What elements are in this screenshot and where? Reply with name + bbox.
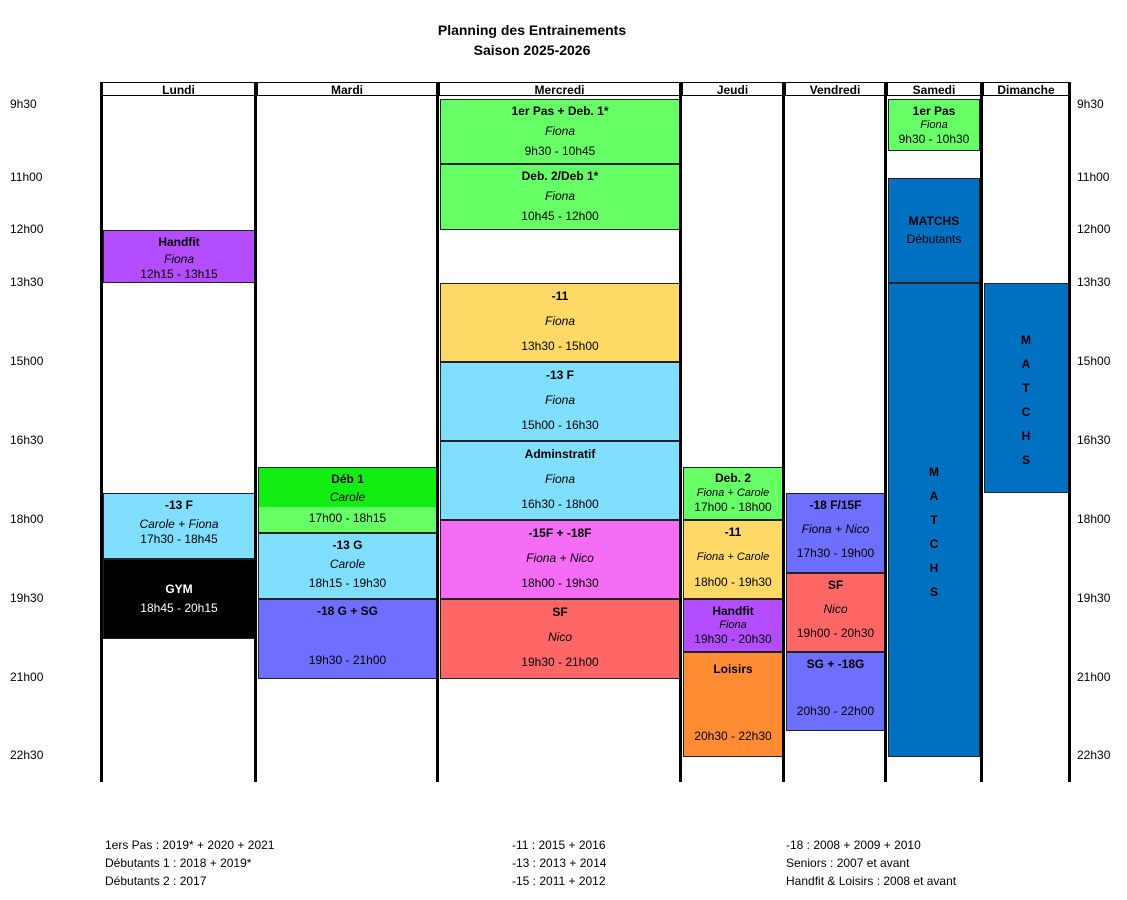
session-hours: 12h15 - 13h15 [140, 267, 218, 281]
session-hours: 17h00 - 18h15 [308, 511, 387, 525]
session-hours: 19h30 - 21h00 [521, 655, 599, 669]
time-label: 21h00 [10, 670, 44, 684]
day-header-vendredi: Vendredi [784, 82, 886, 96]
session-coach: Fiona [544, 124, 576, 138]
session-coach: Nico [823, 602, 848, 616]
session-coach: Fiona + Nico [801, 522, 870, 536]
session-jeudi-11 [683, 520, 783, 599]
session-title: Déb 1 [331, 472, 364, 486]
time-label: 12h00 [1077, 222, 1111, 236]
session-hours: 9h30 - 10h45 [524, 144, 596, 158]
session-coach: Fiona [544, 314, 576, 328]
time-label: 13h30 [10, 275, 44, 289]
session-mercredi-sf [440, 599, 680, 679]
session-hours: 19h30 - 20h30 [694, 632, 772, 646]
legend-column-1 [105, 836, 274, 890]
letter: M [1021, 333, 1031, 347]
session-hours: 20h30 - 22h30 [694, 729, 772, 743]
session-lundi-handfit [103, 230, 255, 283]
session-vendredi-sg [786, 652, 885, 731]
session-jeudi-deb2 [683, 467, 783, 520]
session-title: SG + -18G [806, 657, 865, 671]
time-label: 11h00 [10, 170, 43, 184]
session-hours: 15h00 - 16h30 [521, 418, 599, 432]
session-hours: 18h00 - 19h30 [694, 575, 772, 589]
session-title: Deb. 2/Deb 1* [521, 169, 599, 183]
samedi-matchs-vertical-label [924, 460, 944, 604]
session-hours: 19h30 - 21h00 [308, 653, 387, 667]
time-label: 16h30 [10, 433, 44, 447]
session-title: Handfit [712, 604, 754, 618]
session-mardi-deb1-hours [258, 507, 437, 533]
session-coach: Nico [547, 630, 572, 644]
session-title: -15F + -18F [528, 526, 592, 540]
time-label: 22h30 [1077, 748, 1111, 762]
session-mercredi-admin [440, 441, 680, 520]
letter: A [1021, 357, 1031, 371]
session-jeudi-handfit [683, 599, 783, 652]
session-mardi-18g [258, 599, 437, 679]
letter: T [1022, 381, 1030, 395]
dimanche-matchs-vertical-label [1016, 328, 1036, 472]
letter: S [1021, 453, 1030, 467]
session-mercredi-15f [440, 520, 680, 599]
legend-item: -18 : 2008 + 2009 + 2010 [786, 838, 921, 852]
letter: C [929, 537, 939, 551]
session-title: -11 [551, 289, 569, 303]
session-coach: Fiona + Nico [526, 551, 594, 565]
time-label: 15h00 [10, 354, 44, 368]
session-title: Adminstratif [524, 447, 596, 461]
session-coach: Carole [329, 557, 366, 571]
session-jeudi-loisirs [683, 652, 783, 757]
session-hours: 17h00 - 18h00 [694, 500, 772, 514]
day-header-dimanche: Dimanche [982, 82, 1070, 96]
time-label: 21h00 [1077, 670, 1111, 684]
session-coach: Carole + Fiona [139, 517, 219, 531]
session-title: -13 F [545, 368, 574, 382]
legend-column-3 [786, 836, 956, 890]
day-header-lundi: Lundi [101, 82, 256, 96]
time-label: 9h30 [10, 97, 37, 111]
column-divider [679, 82, 682, 782]
legend-item: Débutants 1 : 2018 + 2019* [105, 856, 252, 870]
session-lundi-gym [103, 559, 255, 639]
legend-item: -13 : 2013 + 2014 [512, 856, 607, 870]
time-label: 18h00 [1077, 512, 1111, 526]
session-vendredi-sf [786, 573, 885, 652]
session-title: Handfit [158, 235, 200, 249]
session-title: SF [827, 578, 844, 592]
column-divider [884, 82, 887, 782]
session-coach: Fiona [163, 252, 195, 266]
letter: M [929, 465, 939, 479]
letter: A [929, 489, 939, 503]
session-title: -13 G [332, 538, 363, 552]
day-header-mercredi: Mercredi [438, 82, 681, 96]
session-hours: 18h00 - 19h30 [521, 576, 599, 590]
day-header-samedi: Samedi [886, 82, 982, 96]
session-coach: Fiona [719, 619, 747, 631]
column-divider [980, 82, 983, 782]
session-title: GYM [165, 582, 193, 596]
session-samedi-1erpas [888, 99, 980, 151]
time-label: 12h00 [10, 222, 44, 236]
session-mardi-13g [258, 533, 437, 599]
session-hours: 16h30 - 18h00 [521, 497, 599, 511]
session-title: 1er Pas + Deb. 1* [511, 104, 609, 118]
session-coach: Fiona [544, 472, 576, 486]
letter: H [929, 561, 939, 575]
session-coach: Fiona + Carole [696, 487, 770, 499]
letter: S [929, 585, 938, 599]
session-coach: Fiona [920, 119, 948, 131]
session-mercredi-1erpas [440, 99, 680, 164]
session-subtitle: Débutants [906, 232, 962, 246]
time-label: 9h30 [1077, 97, 1104, 111]
column-divider [782, 82, 785, 782]
session-title: Deb. 2 [714, 471, 751, 485]
session-mercredi-11 [440, 283, 680, 362]
session-title: MATCHS [908, 214, 960, 228]
session-title: Loisirs [713, 662, 753, 676]
legend-item: 1ers Pas : 2019* + 2020 + 2021 [105, 838, 275, 852]
session-hours: 17h30 - 18h45 [140, 532, 218, 546]
legend-item: Handfit & Loisirs : 2008 et avant [786, 874, 957, 888]
time-label: 18h00 [10, 512, 44, 526]
session-hours: 20h30 - 22h00 [796, 704, 875, 718]
session-hours: 10h45 - 12h00 [521, 209, 599, 223]
session-hours: 9h30 - 10h30 [898, 132, 970, 146]
session-mercredi-deb2 [440, 164, 680, 230]
time-label: 15h00 [1077, 354, 1111, 368]
session-lundi-13f [103, 493, 255, 559]
day-header-mardi: Mardi [256, 82, 438, 96]
time-label: 13h30 [1077, 275, 1111, 289]
legend-item: -11 : 2015 + 2016 [512, 838, 606, 852]
letter: T [930, 513, 938, 527]
session-coach: Fiona + Carole [696, 551, 770, 563]
session-title: -18 F/15F [809, 498, 862, 512]
session-samedi-matchs-debutants [888, 178, 980, 283]
session-mercredi-13f [440, 362, 680, 441]
session-coach: Fiona [544, 393, 576, 407]
page-title: Planning des Entrainements [437, 22, 627, 38]
letter: H [1021, 429, 1031, 443]
session-coach: Fiona [544, 189, 576, 203]
session-title: -13 F [164, 498, 193, 512]
legend-item: -15 : 2011 + 2012 [512, 874, 606, 888]
session-title: -11 [724, 525, 742, 539]
session-title: 1er Pas [912, 104, 956, 118]
legend-column-2 [512, 836, 606, 890]
column-divider [436, 82, 439, 782]
time-label: 19h30 [1077, 591, 1111, 605]
session-title: -18 G + SG [316, 604, 379, 618]
session-hours: 17h30 - 19h00 [796, 546, 875, 560]
session-hours: 18h15 - 19h30 [308, 576, 387, 590]
time-label: 11h00 [1077, 170, 1110, 184]
legend-item: Seniors : 2007 et avant [786, 856, 910, 870]
session-hours: 18h45 - 20h15 [140, 601, 218, 615]
session-hours: 19h00 - 20h30 [796, 626, 875, 640]
time-label: 19h30 [10, 591, 44, 605]
time-label: 16h30 [1077, 433, 1111, 447]
column-divider [1068, 82, 1071, 782]
session-hours: 13h30 - 15h00 [521, 339, 599, 353]
session-vendredi-18f [786, 493, 885, 573]
session-coach: Carole [329, 490, 366, 504]
page-subtitle: Saison 2025-2026 [473, 42, 591, 58]
column-divider [254, 82, 257, 782]
letter: C [1021, 405, 1031, 419]
column-divider [100, 82, 103, 782]
session-mardi-deb1 [258, 467, 437, 507]
time-label: 22h30 [10, 748, 44, 762]
session-title: SF [552, 605, 568, 619]
day-header-jeudi: Jeudi [681, 82, 784, 96]
legend-item: Débutants 2 : 2017 [105, 874, 207, 888]
